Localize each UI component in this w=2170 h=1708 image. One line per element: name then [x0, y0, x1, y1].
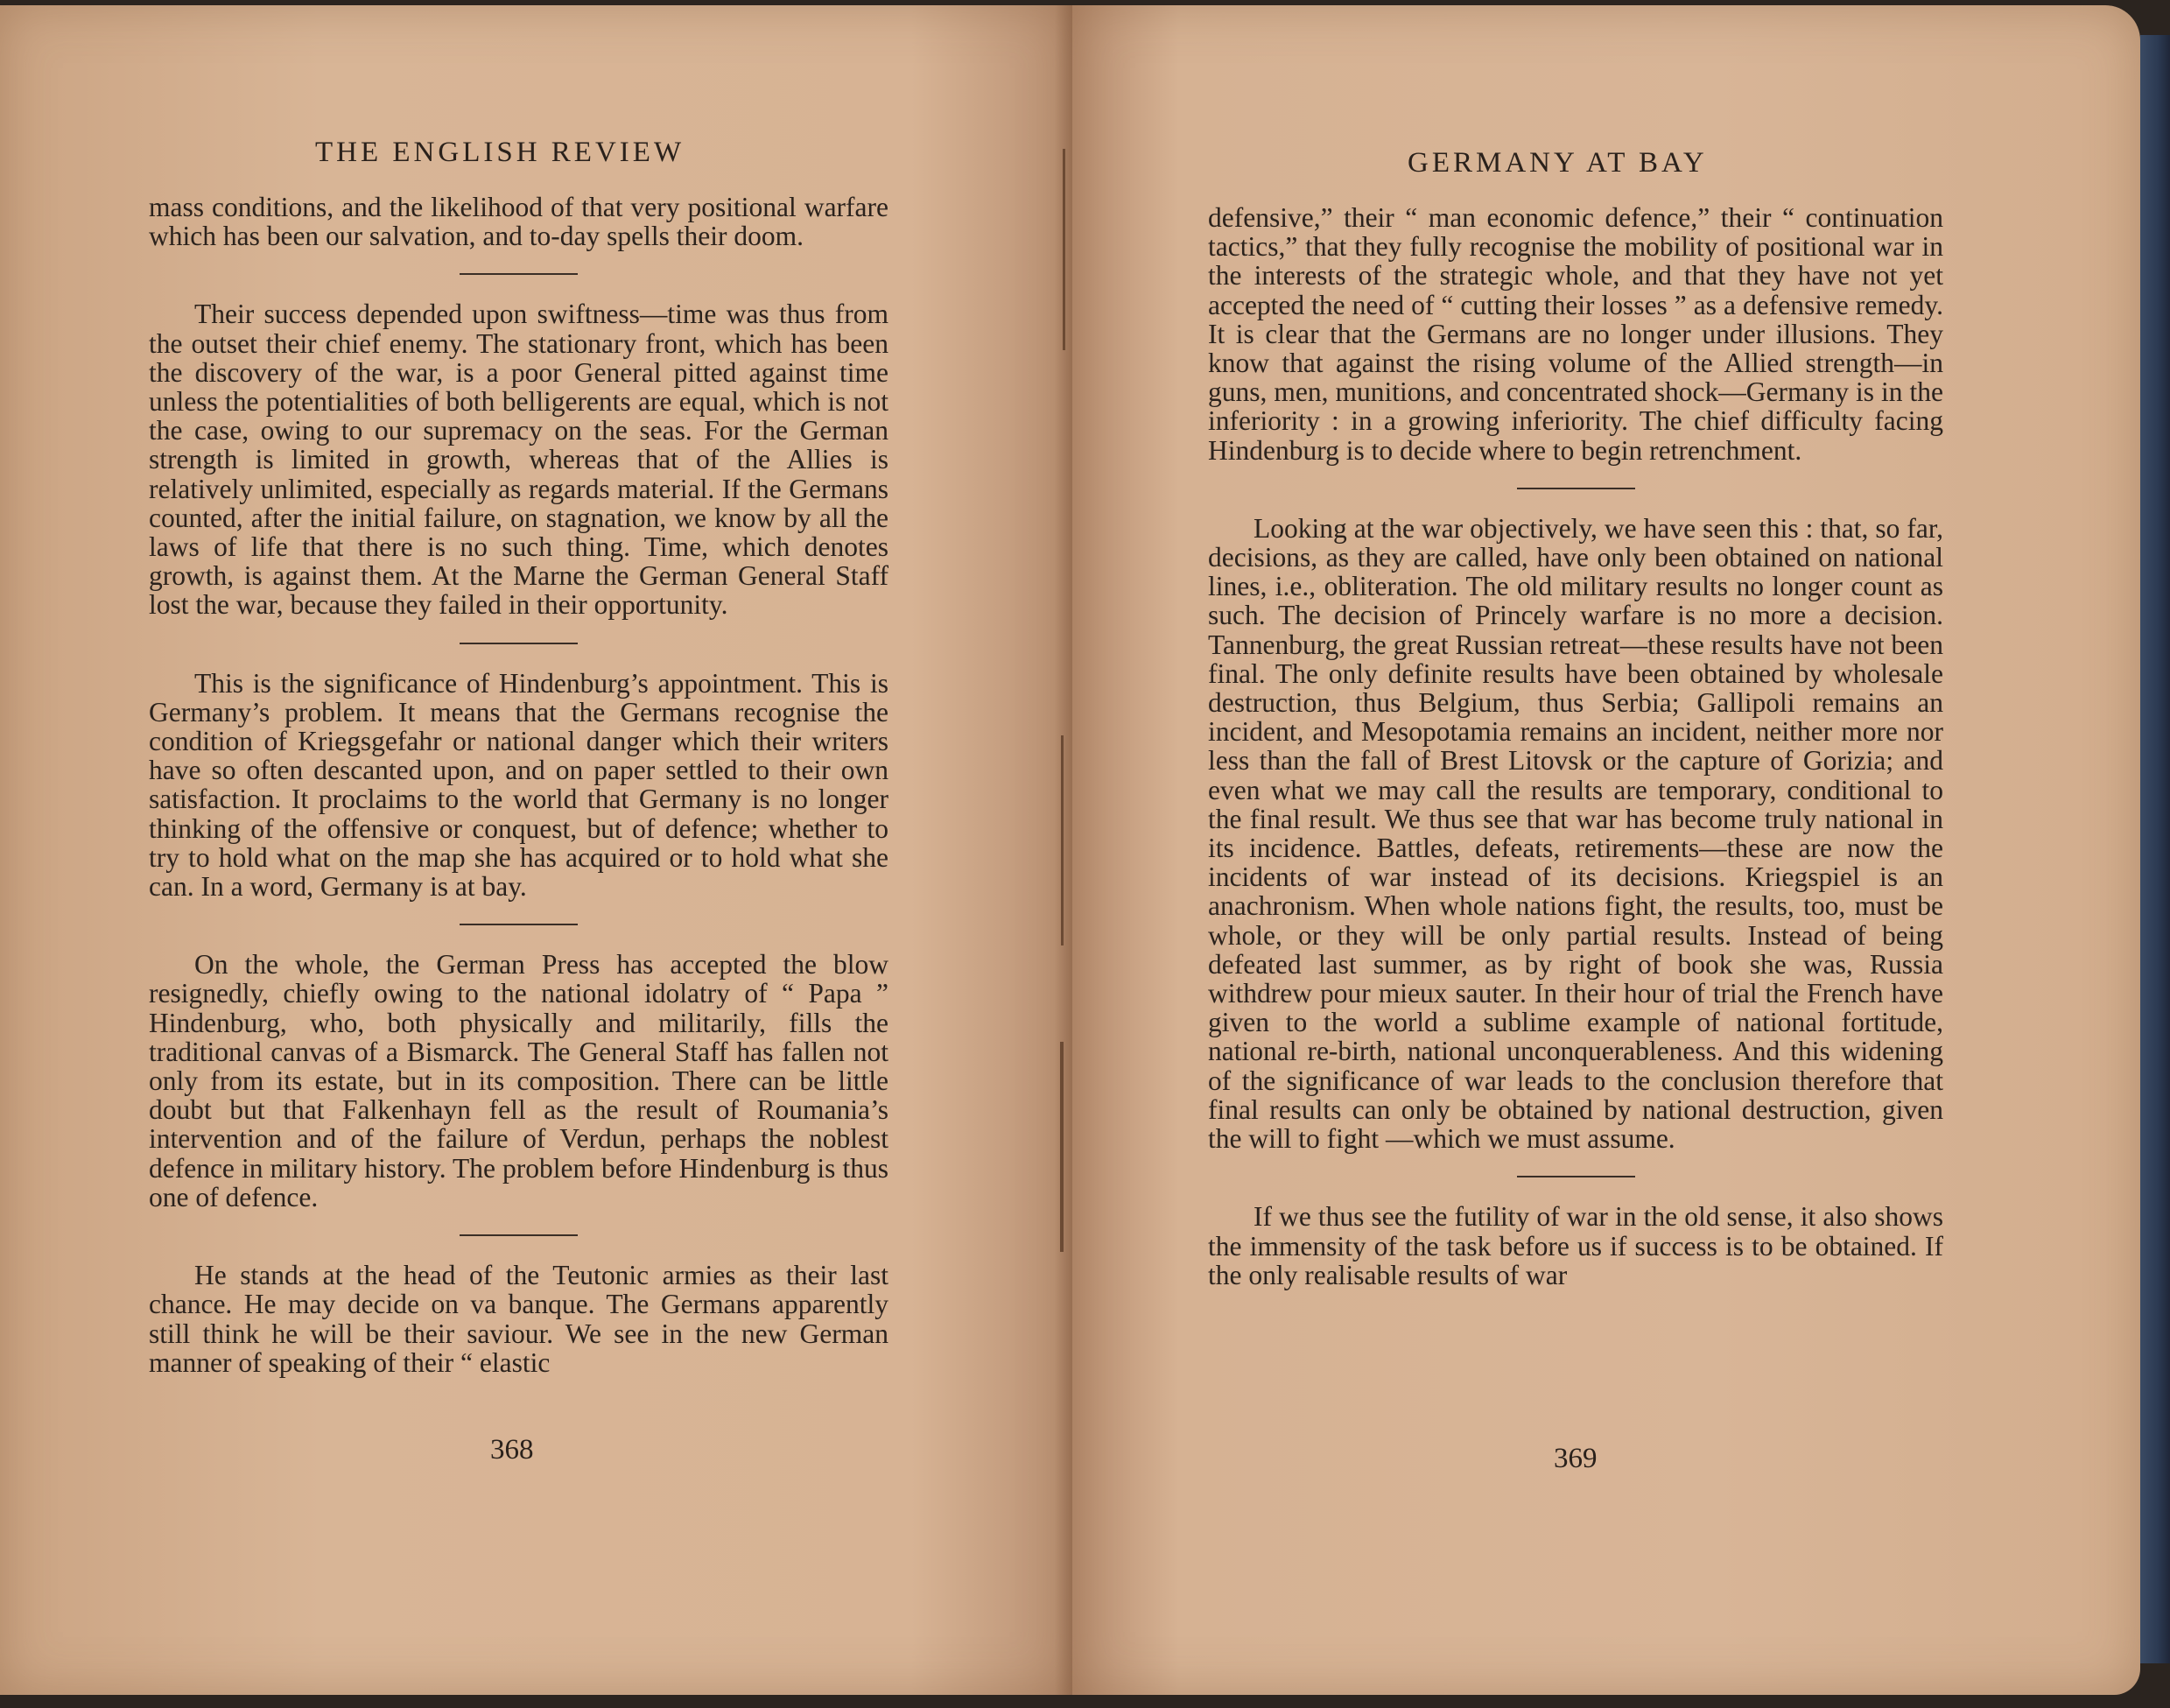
right-page-number: 369	[1554, 1443, 1598, 1474]
section-divider	[460, 924, 578, 925]
section-divider	[460, 273, 578, 275]
left-paragraph-2: Their success depended upon swiftness—time was thus from the outset their chief enemy. The stationary front, which has been the discovery of the war, is a poor General pitted against time unless the potentialities of both belligerents are equal, which is not the case, owing to our supremacy on the seas. For the German strength is limited in growth, whereas that of the Allies is relatively unlimited, especially as regards material. If the Germans counted, after the initial failure, on stagnation, we know by all the laws of life that there is no such thing. Time, which denotes growth, is against them. At the Marne the German General Staff lost the war, because they failed in their opportunity.	[149, 299, 888, 621]
right-paragraph-2: Looking at the war objectively, we have seen this : that, so far, decisions, as they are called, have only been obtained on national lines, i.e., obliteration. The old military results no longer count as such. The decision of Princely warfare is no more a decision. Tannenburg, the great Russian retreat—these results have not been final. The only definite results have been obtained by wholesale destruction, thus Belgium, thus Serbia; Gallipoli remains an incident, and Mesopotamia remains an incident, neither more nor less than the fall of Brest Litovsk or the capture of Gorizia; and even what we may call the results are temporary, conditional to the final result. We thus see that war has become truly national in its incidence. Battles, defeats, retirements—these are now the incidents of war instead of its decisions. Kriegspiel is an anachronism. When whole nations fight, the results, too, must be whole, or they will be only partial results. Instead of being defeated last summer, as by right of book she was, Russia withdrew pour mieux sauter. In their hour of trial the French have given to the world a sublime example of national fortitude, national re-birth, national unconquerableness. And this widening of the significance of war leads to the conclusion therefore that final results can only be obtained by national destruction, given the will to fight —which we must assume.	[1208, 512, 1943, 1155]
right-text-column	[1208, 203, 1943, 1290]
left-page	[0, 5, 1072, 1695]
binding-thread	[1060, 1042, 1064, 1252]
right-running-head: GERMANY AT BAY	[1408, 147, 1708, 179]
section-divider	[1517, 1176, 1635, 1177]
left-paragraph-1: mass conditions, and the likelihood of that very positional warfare which has been our salvation, and to-day spells their doom.	[149, 192, 888, 252]
book-cover-edge	[2140, 35, 2170, 1663]
right-page	[1072, 5, 2140, 1695]
section-divider	[460, 643, 578, 644]
section-divider	[460, 1234, 578, 1236]
binding-thread	[1061, 735, 1064, 945]
right-paragraph-1: defensive,” their “ man economic defence,” their “ continuation tactics,” that they fully recognise the mobility of positional war in the interests of the strategic whole, and that they have not yet accepted the need of “ cutting their losses ” as a defensive remedy. It is clear that the Germans are no longer under illusions. They know that against the rising volume of the Allied strength—in guns, men, munitions, and concentrated shock—Germany is in the inferiority : in a growing inferiority. The chief difficulty facing Hindenburg is to decide where to begin retrenchment.	[1208, 202, 1943, 466]
left-page-number: 368	[490, 1434, 534, 1466]
right-paragraph-3: If we thus see the futility of war in the old sense, it also shows the immensity of the task before us if success is to be obtained. If the only realisable results of war	[1208, 1201, 1943, 1290]
left-paragraph-3: This is the significance of Hindenburg’s appointment. This is Germany’s problem. It means that the Germans recognise the condition of Kriegsgefahr or national danger which their writers have so often descanted upon, and on paper settled to their own satisfaction. It proclaims to the world that Germany is no longer thinking of the offensive or conquest, but of defence; whether to try to hold what on the map she has acquired or to hold what she can. In a word, Germany is at bay.	[149, 667, 888, 903]
left-paragraph-4: On the whole, the German Press has accepted the blow resignedly, chiefly owing to the national idolatry of “ Papa ” Hindenburg, who, both physically and militarily, fills the traditional canvas of a Bismarck. The General Staff has fallen not only from its estate, but in its composition. There can be little doubt but that Falkenhayn fell as the result of Roumania’s intervention and of the failure of Verdun, perhaps the noblest defence in military history. The problem before Hindenburg is thus one of defence.	[149, 949, 888, 1212]
left-paragraph-5: He stands at the head of the Teutonic armies as their last chance. He may decide on va banque. The Germans apparently still think he will be their saviour. We see in the new German manner of speaking of their “ elastic	[149, 1260, 888, 1378]
section-divider	[1517, 488, 1635, 489]
binding-thread	[1063, 149, 1065, 350]
left-text-column	[149, 193, 888, 1377]
left-running-head: THE ENGLISH REVIEW	[315, 137, 685, 168]
